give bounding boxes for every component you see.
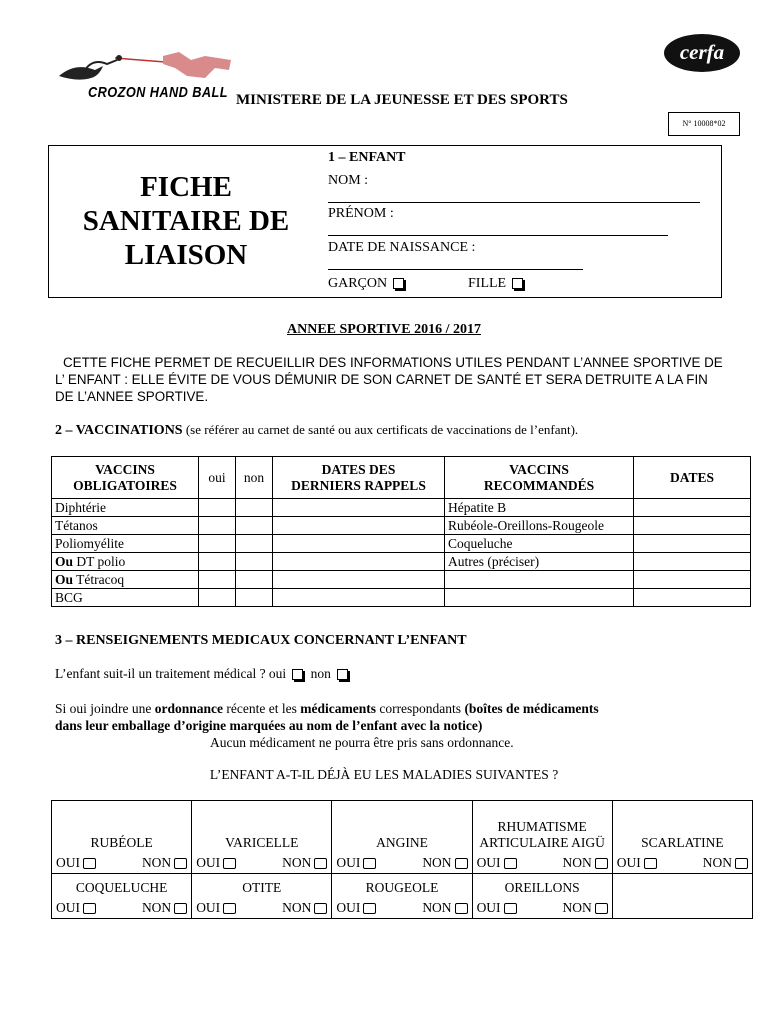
vaccine-recommande-date[interactable] [634, 553, 751, 571]
disease-name: ANGINE [376, 835, 428, 850]
non-label: NON [422, 855, 452, 870]
vaccine-name: BCG [55, 589, 83, 605]
fille-label: FILLE [468, 276, 507, 291]
non-checkbox[interactable] [314, 903, 327, 914]
disease-options [192, 900, 331, 916]
non-checkbox[interactable] [314, 858, 327, 869]
disease-cell [472, 801, 612, 874]
diseases-row [52, 801, 753, 874]
oui-label: OUI [476, 855, 501, 870]
disease-name: VARICELLE [225, 835, 299, 850]
intro-text [55, 354, 725, 405]
non-checkbox[interactable] [595, 858, 608, 869]
oui-label: OUI [336, 855, 361, 870]
oui-label: OUI [56, 900, 80, 915]
col-non: non [236, 457, 273, 499]
vaccine-non-cell[interactable] [236, 517, 273, 535]
oui-checkbox[interactable] [223, 858, 236, 869]
vaccinations-note: (se référer au carnet de santé ou aux certificats de vaccinations de l’enfant). [182, 422, 579, 437]
disease-non [282, 900, 327, 916]
disease-options [473, 900, 612, 916]
oui-label: OUI [336, 900, 361, 915]
vaccine-recommande-date[interactable] [634, 499, 751, 517]
fille-checkbox[interactable] [512, 278, 523, 289]
disease-non [142, 900, 187, 916]
header-text: VACCINS [95, 461, 155, 477]
vaccine-row [52, 571, 751, 589]
vaccine-name: Tétracoq [73, 571, 125, 587]
note-bold: ordonnance [154, 701, 224, 716]
disease-options [52, 900, 191, 916]
vaccine-recommande: Rubéole-Oreillons-Rougeole [445, 517, 634, 535]
vaccinations-heading: 2 – VACCINATIONS [55, 423, 183, 438]
nom-label: NOM : [328, 173, 369, 188]
vaccine-recommande [445, 589, 634, 607]
col-obligatoires [52, 457, 199, 499]
disease-oui [56, 855, 96, 871]
title-line: FICHE [140, 171, 232, 203]
cerfa-logo: cerfa [664, 34, 740, 72]
disease-non [563, 855, 608, 871]
vaccine-obligatoire [52, 571, 199, 589]
disease-oui [477, 855, 517, 871]
disease-cell [52, 801, 192, 874]
vaccine-rappel-date[interactable] [273, 571, 445, 589]
ministry-title: MINISTERE DE LA JEUNESSE ET DES SPORTS [236, 92, 568, 108]
oui-label: OUI [196, 900, 221, 915]
col-recommandes [445, 457, 634, 499]
disease-options [473, 855, 612, 871]
prescription-note [55, 700, 745, 734]
vaccine-name: Poliomyélite [55, 535, 124, 551]
disease-oui [336, 855, 376, 871]
fille-option [468, 276, 523, 292]
prenom-label: PRÉNOM : [328, 206, 394, 221]
disease-name: OREILLONS [504, 880, 580, 895]
non-checkbox[interactable] [455, 903, 468, 914]
oui-checkbox[interactable] [363, 858, 376, 869]
oui-label: OUI [616, 855, 641, 870]
non-label: NON [422, 900, 452, 915]
disease-options [52, 855, 191, 871]
note-bold: (boîtes de médicaments [464, 701, 599, 716]
non-label: NON [702, 855, 732, 870]
non-checkbox[interactable] [174, 858, 187, 869]
disease-cell [332, 801, 472, 874]
vaccine-oui-cell[interactable] [199, 589, 236, 607]
vaccine-prefix: Ou [55, 571, 74, 587]
oui-checkbox[interactable] [83, 858, 96, 869]
diseases-table [51, 800, 753, 919]
note-bold: dans leur emballage d’origine marquées au nom de l’enfant avec la notice) [55, 718, 483, 733]
oui-label: OUI [196, 855, 221, 870]
vaccine-non-cell[interactable] [236, 535, 273, 553]
season-title: ANNEE SPORTIVE 2016 / 2017 [287, 322, 481, 337]
disease-oui [477, 900, 517, 916]
vaccine-recommande: Autres (préciser) [445, 553, 634, 571]
disease-name: OTITE [242, 880, 282, 895]
non-label: NON [141, 855, 172, 870]
no-medication-note: Aucun médicament ne pourra être pris sans ordonnance. [210, 735, 514, 750]
col-rappels [273, 457, 445, 499]
vaccine-non-cell[interactable] [236, 553, 273, 571]
note-text: récente et les [223, 701, 301, 716]
non-checkbox[interactable] [174, 903, 187, 914]
non-label: NON [141, 900, 172, 915]
vaccine-row [52, 499, 751, 517]
vaccine-row [52, 589, 751, 607]
title-line: SANITAIRE DE [82, 205, 290, 237]
oui-label: OUI [476, 900, 501, 915]
oui-checkbox[interactable] [83, 903, 96, 914]
disease-non [422, 900, 467, 916]
vaccine-row [52, 553, 751, 571]
disease-oui [617, 855, 657, 871]
club-name: CROZON HAND BALL [88, 84, 228, 101]
disease-non [422, 855, 467, 871]
dob-label: DATE DE NAISSANCE : [328, 240, 476, 255]
medical-heading: 3 – RENSEIGNEMENTS MEDICAUX CONCERNANT L’ENFANT [55, 633, 467, 648]
vaccine-rappel-date[interactable] [273, 517, 445, 535]
title-line: LIAISON [124, 239, 248, 271]
child-section-heading: 1 – ENFANT [328, 150, 406, 165]
oui-checkbox[interactable] [504, 903, 517, 914]
vaccine-recommande: Coqueluche [445, 535, 634, 553]
vaccine-non-cell[interactable] [236, 499, 273, 517]
form-title [55, 170, 317, 272]
vaccine-obligatoire [52, 589, 199, 607]
oui-checkbox[interactable] [223, 903, 236, 914]
disease-cell [332, 874, 472, 919]
disease-cell [192, 801, 332, 874]
diseases-question: L’ENFANT A-T-IL DÉJÀ EU LES MALADIES SUIVANTES ? [209, 767, 559, 782]
disease-cell [472, 874, 612, 919]
vaccine-rappel-date[interactable] [273, 499, 445, 517]
intro-paragraph: CETTE FICHE PERMET DE RECUEILLIR DES INFORMATIONS UTILES PENDANT L’ANNEE SPORTIVE DE L’ ENFANT : ELLE ÉVITE DE VOUS DÉMUNIR DE SON CARNET DE SANTÉ ET SERA DETRUITE A LA FIN DE L’ANNEE SPORTIVE. [55, 355, 723, 404]
non-label: NON [562, 855, 592, 870]
disease-oui [336, 900, 376, 916]
treatment-non-checkbox[interactable] [337, 669, 348, 680]
vaccine-non-cell[interactable] [236, 589, 273, 607]
non-label: NON [562, 900, 592, 915]
disease-non [703, 855, 748, 871]
vaccine-oui-cell[interactable] [199, 571, 236, 589]
vaccine-oui-cell[interactable] [199, 499, 236, 517]
vaccine-recommande-date[interactable] [634, 571, 751, 589]
non-checkbox[interactable] [735, 858, 748, 869]
vaccine-rappel-date[interactable] [273, 553, 445, 571]
empty-cell [612, 874, 752, 919]
disease-name: COQUELUCHE [75, 880, 168, 895]
disease-name: RUBÉOLE [90, 835, 153, 850]
non-checkbox[interactable] [455, 858, 468, 869]
nom-field[interactable] [328, 202, 700, 203]
disease-non [563, 900, 608, 916]
prenom-field[interactable] [328, 235, 668, 236]
treatment-oui-checkbox[interactable] [292, 669, 303, 680]
vaccine-obligatoire [52, 553, 199, 571]
form-number: N° 10008*02 [668, 112, 740, 136]
col-dates: DATES [634, 457, 751, 499]
vaccine-row [52, 535, 751, 553]
vaccine-obligatoire [52, 517, 199, 535]
vaccine-name: DT polio [73, 553, 126, 569]
treatment-question [55, 666, 348, 682]
vaccine-recommande-date[interactable] [634, 589, 751, 607]
disease-oui [56, 900, 96, 916]
disease-cell [192, 874, 332, 919]
diseases-row [52, 874, 753, 919]
disease-options [332, 855, 471, 871]
header-text: DATES DES [321, 461, 396, 477]
vaccine-name: Diphtérie [55, 499, 106, 515]
vaccine-rappel-date[interactable] [273, 535, 445, 553]
vaccine-oui-cell[interactable] [199, 517, 236, 535]
garcon-checkbox[interactable] [393, 278, 404, 289]
note-text: correspondants [375, 701, 465, 716]
disease-name: SCARLATINE [641, 835, 724, 850]
vaccine-obligatoire [52, 499, 199, 517]
vaccine-name: Tétanos [55, 517, 98, 533]
header-text: VACCINS [509, 461, 569, 477]
disease-name: ROUGEOLE [365, 880, 439, 895]
header-text: DERNIERS RAPPELS [291, 477, 426, 493]
disease-cell [612, 801, 752, 874]
disease-options [613, 855, 752, 871]
garcon-label: GARÇON [328, 276, 388, 291]
dob-field[interactable] [328, 269, 583, 270]
vaccine-recommande: Hépatite B [445, 499, 634, 517]
note-text: Si oui joindre une [55, 701, 155, 716]
treatment-question-text: L’enfant suit-il un traitement médical ? oui [55, 666, 287, 681]
non-label: NON [282, 900, 312, 915]
oui-checkbox[interactable] [363, 903, 376, 914]
oui-checkbox[interactable] [504, 858, 517, 869]
disease-options [192, 855, 331, 871]
disease-cell [52, 874, 192, 919]
note-bold: médicaments [300, 701, 376, 716]
vaccine-recommande [445, 571, 634, 589]
oui-label: OUI [56, 855, 80, 870]
vaccine-rappel-date[interactable] [273, 589, 445, 607]
vaccine-obligatoire [52, 535, 199, 553]
disease-oui [196, 900, 236, 916]
disease-oui [196, 855, 236, 871]
disease-name: RHUMATISME ARTICULAIRE AIGÜ [479, 819, 605, 850]
disease-non [282, 855, 327, 871]
oui-checkbox[interactable] [644, 858, 657, 869]
vaccine-non-cell[interactable] [236, 571, 273, 589]
treatment-non-label: non [310, 666, 331, 681]
non-checkbox[interactable] [595, 903, 608, 914]
vaccine-recommande-date[interactable] [634, 517, 751, 535]
vaccine-oui-cell[interactable] [199, 553, 236, 571]
vaccine-oui-cell[interactable] [199, 535, 236, 553]
vaccine-recommande-date[interactable] [634, 535, 751, 553]
header-text: RECOMMANDÉS [483, 477, 595, 493]
vaccine-row [52, 517, 751, 535]
disease-options [332, 900, 471, 916]
disease-non [142, 855, 187, 871]
vaccinations-heading-line [55, 422, 578, 439]
vaccinations-table [51, 456, 751, 607]
non-label: NON [282, 855, 312, 870]
header-text: OBLIGATOIRES [73, 477, 177, 493]
garcon-option [328, 276, 404, 292]
vaccine-prefix: Ou [55, 553, 74, 569]
col-oui: oui [199, 457, 236, 499]
